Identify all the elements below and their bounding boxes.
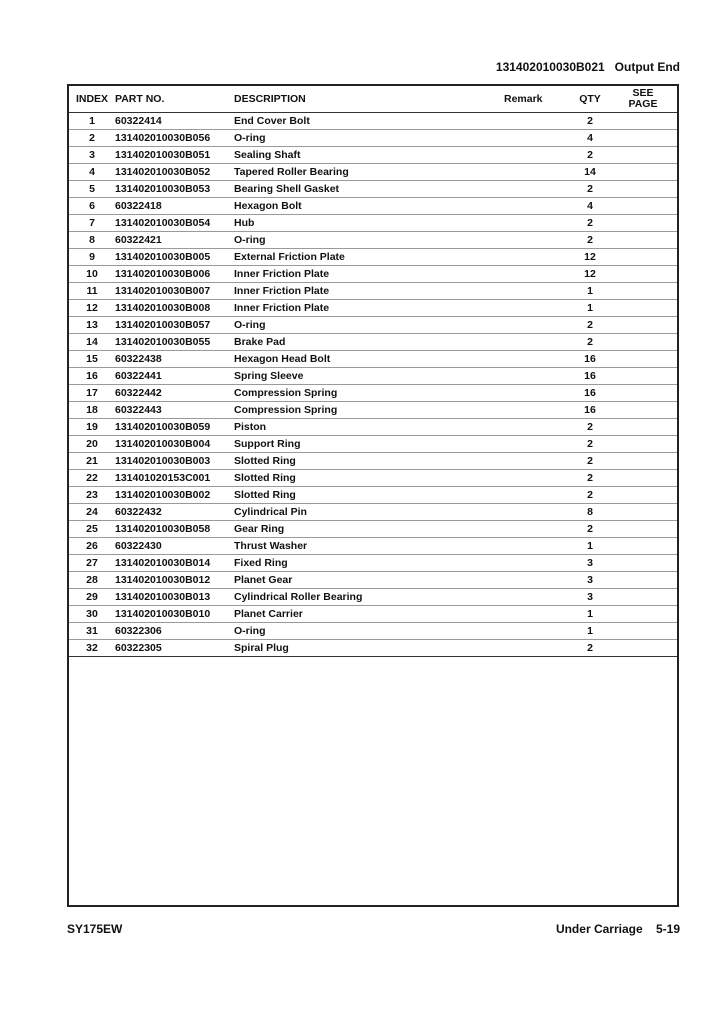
- row-description: O-ring: [234, 232, 504, 249]
- row-remark: [504, 249, 571, 266]
- row-remark: [504, 181, 571, 198]
- table-row: [69, 317, 677, 334]
- table-row: [69, 521, 677, 538]
- row-description: Inner Friction Plate: [234, 266, 504, 283]
- row-qty: 2: [571, 113, 609, 130]
- row-index: 9: [69, 249, 115, 266]
- row-qty: 2: [571, 640, 609, 657]
- row-qty: 2: [571, 453, 609, 470]
- row-qty: 16: [571, 402, 609, 419]
- row-part-no: 60322305: [115, 640, 234, 657]
- row-description: Compression Spring: [234, 402, 504, 419]
- row-description: Slotted Ring: [234, 487, 504, 504]
- parts-table-body: [69, 113, 677, 657]
- column-header-see-page: [609, 86, 677, 113]
- row-remark: [504, 198, 571, 215]
- row-description: Cylindrical Pin: [234, 504, 504, 521]
- row-index: 23: [69, 487, 115, 504]
- row-index: 13: [69, 317, 115, 334]
- row-remark: [504, 147, 571, 164]
- row-index: 20: [69, 436, 115, 453]
- row-qty: 1: [571, 283, 609, 300]
- row-part-no: 131402010030B004: [115, 436, 234, 453]
- table-row: [69, 368, 677, 385]
- row-description: O-ring: [234, 623, 504, 640]
- row-qty: 1: [571, 606, 609, 623]
- row-part-no: 60322442: [115, 385, 234, 402]
- row-description: Hexagon Head Bolt: [234, 351, 504, 368]
- column-header-part-no: PART NO.: [115, 86, 234, 113]
- row-qty: 2: [571, 487, 609, 504]
- row-see-page: [609, 368, 677, 385]
- row-index: 7: [69, 215, 115, 232]
- table-row: [69, 453, 677, 470]
- row-index: 31: [69, 623, 115, 640]
- row-index: 6: [69, 198, 115, 215]
- row-description: Sealing Shaft: [234, 147, 504, 164]
- row-part-no: 60322438: [115, 351, 234, 368]
- row-see-page: [609, 198, 677, 215]
- row-remark: [504, 606, 571, 623]
- row-index: 5: [69, 181, 115, 198]
- row-remark: [504, 232, 571, 249]
- row-index: 11: [69, 283, 115, 300]
- row-description: Inner Friction Plate: [234, 283, 504, 300]
- row-remark: [504, 538, 571, 555]
- row-description: O-ring: [234, 130, 504, 147]
- table-row: [69, 402, 677, 419]
- row-description: Bearing Shell Gasket: [234, 181, 504, 198]
- row-description: End Cover Bolt: [234, 113, 504, 130]
- row-see-page: [609, 402, 677, 419]
- row-description: O-ring: [234, 317, 504, 334]
- row-qty: 16: [571, 368, 609, 385]
- parts-list-frame: [67, 84, 679, 907]
- row-index: 32: [69, 640, 115, 657]
- row-part-no: 131402010030B056: [115, 130, 234, 147]
- row-part-no: 131402010030B053: [115, 181, 234, 198]
- row-see-page: [609, 572, 677, 589]
- table-row: [69, 555, 677, 572]
- row-description: Hexagon Bolt: [234, 198, 504, 215]
- table-row: [69, 266, 677, 283]
- row-part-no: 131402010030B010: [115, 606, 234, 623]
- row-remark: [504, 368, 571, 385]
- footer-section-page: Under Carriage 5-19: [555, 922, 680, 936]
- row-remark: [504, 504, 571, 521]
- row-remark: [504, 470, 571, 487]
- row-index: 26: [69, 538, 115, 555]
- row-index: 4: [69, 164, 115, 181]
- row-qty: 1: [571, 300, 609, 317]
- row-see-page: [609, 385, 677, 402]
- row-index: 22: [69, 470, 115, 487]
- row-qty: 2: [571, 419, 609, 436]
- table-row: [69, 147, 677, 164]
- row-index: 17: [69, 385, 115, 402]
- row-see-page: [609, 181, 677, 198]
- row-description: External Friction Plate: [234, 249, 504, 266]
- row-see-page: [609, 300, 677, 317]
- row-description: Piston: [234, 419, 504, 436]
- row-see-page: [609, 232, 677, 249]
- row-remark: [504, 521, 571, 538]
- row-part-no: 60322430: [115, 538, 234, 555]
- table-row: [69, 589, 677, 606]
- row-description: Planet Carrier: [234, 606, 504, 623]
- row-see-page: [609, 521, 677, 538]
- table-row: [69, 419, 677, 436]
- row-description: Slotted Ring: [234, 470, 504, 487]
- row-see-page: [609, 640, 677, 657]
- row-qty: 12: [571, 266, 609, 283]
- table-row: [69, 215, 677, 232]
- table-row: [69, 640, 677, 657]
- row-part-no: 60322441: [115, 368, 234, 385]
- row-description: Brake Pad: [234, 334, 504, 351]
- table-row: [69, 249, 677, 266]
- row-description: Inner Friction Plate: [234, 300, 504, 317]
- column-header-description: DESCRIPTION: [234, 86, 504, 113]
- row-part-no: 131402010030B003: [115, 453, 234, 470]
- row-part-no: 131402010030B058: [115, 521, 234, 538]
- page-header-title: 131402010030B021 Output End: [495, 60, 680, 74]
- row-see-page: [609, 147, 677, 164]
- parts-table: [69, 86, 677, 657]
- row-part-no: 131402010030B005: [115, 249, 234, 266]
- row-index: 30: [69, 606, 115, 623]
- row-index: 15: [69, 351, 115, 368]
- row-index: 12: [69, 300, 115, 317]
- row-remark: [504, 164, 571, 181]
- row-remark: [504, 419, 571, 436]
- row-description: Gear Ring: [234, 521, 504, 538]
- row-see-page: [609, 164, 677, 181]
- row-index: 8: [69, 232, 115, 249]
- table-row: [69, 113, 677, 130]
- row-index: 18: [69, 402, 115, 419]
- row-qty: 2: [571, 232, 609, 249]
- row-qty: 2: [571, 317, 609, 334]
- row-remark: [504, 130, 571, 147]
- table-row: [69, 181, 677, 198]
- row-qty: 4: [571, 198, 609, 215]
- row-remark: [504, 283, 571, 300]
- row-part-no: 131402010030B051: [115, 147, 234, 164]
- row-qty: 2: [571, 436, 609, 453]
- row-remark: [504, 266, 571, 283]
- row-see-page: [609, 589, 677, 606]
- see-page-line-2: PAGE: [628, 98, 658, 110]
- footer-model: SY175EW: [67, 922, 123, 936]
- row-part-no: 131402010030B014: [115, 555, 234, 572]
- row-qty: 2: [571, 470, 609, 487]
- row-description: Slotted Ring: [234, 453, 504, 470]
- row-qty: 2: [571, 181, 609, 198]
- row-part-no: 131402010030B054: [115, 215, 234, 232]
- row-description: Spring Sleeve: [234, 368, 504, 385]
- row-see-page: [609, 436, 677, 453]
- table-row: [69, 130, 677, 147]
- row-part-no: 60322306: [115, 623, 234, 640]
- row-qty: 3: [571, 589, 609, 606]
- row-remark: [504, 487, 571, 504]
- table-row: [69, 606, 677, 623]
- row-see-page: [609, 130, 677, 147]
- row-description: Fixed Ring: [234, 555, 504, 572]
- row-remark: [504, 572, 571, 589]
- table-row: [69, 334, 677, 351]
- row-part-no: 131402010030B013: [115, 589, 234, 606]
- row-part-no: 60322414: [115, 113, 234, 130]
- row-see-page: [609, 249, 677, 266]
- row-see-page: [609, 351, 677, 368]
- row-index: 24: [69, 504, 115, 521]
- table-row: [69, 232, 677, 249]
- row-description: Cylindrical Roller Bearing: [234, 589, 504, 606]
- row-see-page: [609, 317, 677, 334]
- row-index: 29: [69, 589, 115, 606]
- row-part-no: 131402010030B006: [115, 266, 234, 283]
- row-part-no: 131402010030B059: [115, 419, 234, 436]
- row-remark: [504, 640, 571, 657]
- row-remark: [504, 436, 571, 453]
- row-index: 3: [69, 147, 115, 164]
- row-remark: [504, 453, 571, 470]
- row-see-page: [609, 487, 677, 504]
- row-part-no: 60322418: [115, 198, 234, 215]
- row-description: Spiral Plug: [234, 640, 504, 657]
- row-part-no: 131402010030B002: [115, 487, 234, 504]
- row-index: 14: [69, 334, 115, 351]
- row-qty: 1: [571, 623, 609, 640]
- table-row: [69, 572, 677, 589]
- row-see-page: [609, 283, 677, 300]
- row-see-page: [609, 623, 677, 640]
- table-row: [69, 198, 677, 215]
- row-see-page: [609, 113, 677, 130]
- table-row: [69, 300, 677, 317]
- row-see-page: [609, 266, 677, 283]
- row-part-no: 131402010030B055: [115, 334, 234, 351]
- row-see-page: [609, 606, 677, 623]
- row-see-page: [609, 538, 677, 555]
- row-see-page: [609, 215, 677, 232]
- row-part-no: 60322443: [115, 402, 234, 419]
- row-qty: 2: [571, 334, 609, 351]
- table-row: [69, 504, 677, 521]
- row-see-page: [609, 555, 677, 572]
- row-qty: 2: [571, 147, 609, 164]
- row-qty: 1: [571, 538, 609, 555]
- row-qty: 8: [571, 504, 609, 521]
- row-description: Tapered Roller Bearing: [234, 164, 504, 181]
- row-part-no: 131402010030B057: [115, 317, 234, 334]
- table-row: [69, 436, 677, 453]
- row-description: Planet Gear: [234, 572, 504, 589]
- row-qty: 12: [571, 249, 609, 266]
- row-index: 2: [69, 130, 115, 147]
- row-see-page: [609, 334, 677, 351]
- table-header-row: [69, 86, 677, 113]
- row-remark: [504, 351, 571, 368]
- table-row: [69, 385, 677, 402]
- row-part-no: 60322432: [115, 504, 234, 521]
- row-description: Support Ring: [234, 436, 504, 453]
- row-part-no: 131402010030B007: [115, 283, 234, 300]
- row-qty: 3: [571, 555, 609, 572]
- row-description: Compression Spring: [234, 385, 504, 402]
- table-row: [69, 623, 677, 640]
- row-description: Thrust Washer: [234, 538, 504, 555]
- row-remark: [504, 215, 571, 232]
- row-qty: 16: [571, 351, 609, 368]
- row-index: 21: [69, 453, 115, 470]
- table-row: [69, 538, 677, 555]
- row-remark: [504, 300, 571, 317]
- row-description: Hub: [234, 215, 504, 232]
- row-part-no: 60322421: [115, 232, 234, 249]
- row-remark: [504, 589, 571, 606]
- column-header-qty: QTY: [571, 86, 609, 113]
- row-index: 16: [69, 368, 115, 385]
- see-page-line-1: SEE: [632, 87, 654, 99]
- table-row: [69, 487, 677, 504]
- row-part-no: 131402010030B012: [115, 572, 234, 589]
- row-qty: 16: [571, 385, 609, 402]
- row-see-page: [609, 419, 677, 436]
- table-row: [69, 164, 677, 181]
- row-index: 27: [69, 555, 115, 572]
- row-remark: [504, 623, 571, 640]
- column-header-remark: Remark: [504, 86, 571, 113]
- row-see-page: [609, 453, 677, 470]
- row-part-no: 131402010030B052: [115, 164, 234, 181]
- row-remark: [504, 113, 571, 130]
- row-index: 25: [69, 521, 115, 538]
- row-qty: 2: [571, 521, 609, 538]
- row-index: 1: [69, 113, 115, 130]
- row-see-page: [609, 470, 677, 487]
- row-qty: 14: [571, 164, 609, 181]
- row-qty: 3: [571, 572, 609, 589]
- row-remark: [504, 317, 571, 334]
- row-remark: [504, 334, 571, 351]
- row-index: 10: [69, 266, 115, 283]
- table-row: [69, 351, 677, 368]
- row-part-no: 131402010030B008: [115, 300, 234, 317]
- row-see-page: [609, 504, 677, 521]
- row-qty: 4: [571, 130, 609, 147]
- row-part-no: 131401020153C001: [115, 470, 234, 487]
- row-remark: [504, 385, 571, 402]
- row-qty: 2: [571, 215, 609, 232]
- row-remark: [504, 402, 571, 419]
- table-row: [69, 470, 677, 487]
- column-header-index: INDEX: [69, 86, 115, 113]
- row-index: 19: [69, 419, 115, 436]
- table-row: [69, 283, 677, 300]
- row-remark: [504, 555, 571, 572]
- row-index: 28: [69, 572, 115, 589]
